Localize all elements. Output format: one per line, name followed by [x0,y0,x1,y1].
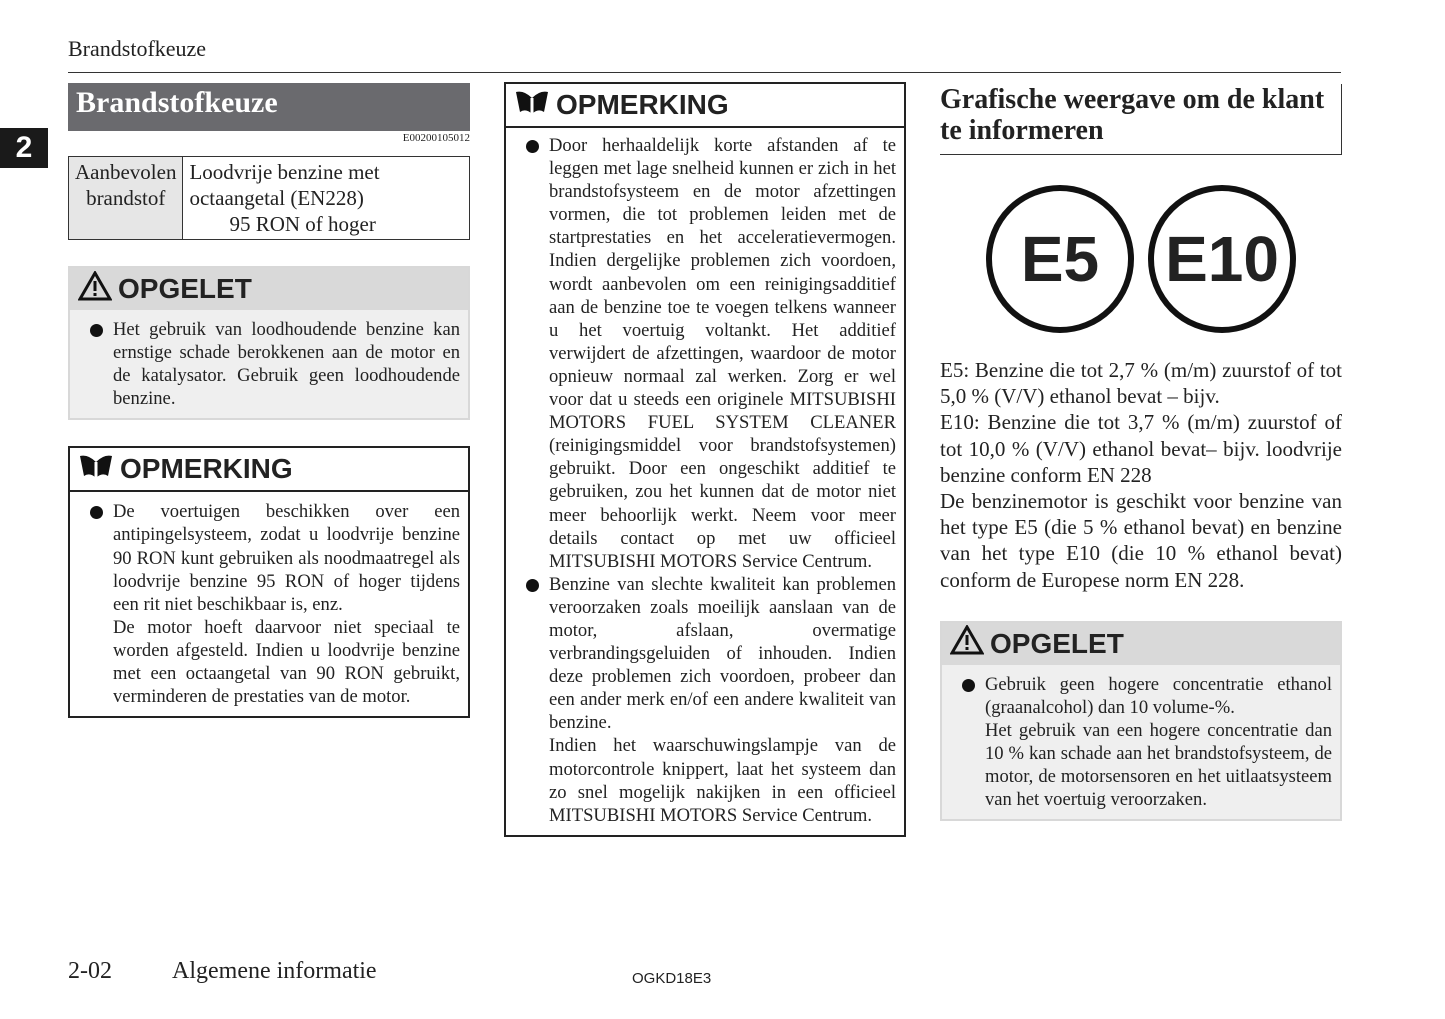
caution-text: Het gebruik van loodhoudende benzine kan ernstige schade berokkenen aan de motor en de katalysator. Gebruik geen loodhoudende benzine. [113,319,460,410]
list-item [526,573,896,735]
column-1 [68,83,470,718]
list-item [526,134,896,573]
note-header [506,84,904,128]
section-code: E00200105012 [402,132,470,144]
note-header [70,448,468,492]
note-continuation: De motor hoeft daarvoor niet speciaal te worden afgesteld. Indien u loodvrije benzine met een octaangetal van 90 RON gebruikt, verminderen de prestaties van de motor. [113,616,460,708]
note-continuation: Indien het waarschuwingslampje van de motorcontrole knippert, laat het systeem dan zo snel mogelijk nakijken in een officieel MITSUBISHI MOTORS Service Centrum. [549,735,896,826]
caution-header [942,623,1340,665]
note-title: OPMERKING [120,453,293,485]
fuel-table-value [183,157,470,240]
bullet-icon [90,324,103,337]
caution-title: OPGELET [990,627,1124,659]
fuel-octane: 95 RON of hoger [229,212,376,236]
body-text [940,357,1342,593]
column-3 [940,80,1342,821]
note-box [68,446,470,718]
fuel-spec: Loodvrije benzine met octaangetal (EN228) [189,160,380,210]
e5-badge-icon: E5 [986,185,1134,333]
bullet-icon [962,679,975,692]
warning-triangle-icon [950,625,984,662]
bullet-icon [526,140,539,153]
caution-box [68,266,470,420]
caution-header [70,268,468,310]
e10-badge-icon: E10 [1148,185,1296,333]
open-book-icon [78,452,114,487]
note-text: De voertuigen beschikken over een antipingelsysteem, zodat u loodvrije benzine 90 RON kunt gebruiken als noodmaatregel als loodvrije benzine 95 RON of hoger tijdens een rit niet beschikbaar is, enz. [113,501,460,615]
section-title: Brandstofkeuze [68,83,470,131]
caution-title: OPGELET [118,273,252,304]
header-rule [68,72,1341,73]
running-header: Brandstofkeuze [68,36,207,61]
chapter-tab: 2 [0,128,48,168]
footer-section: Algemene informatie [172,958,377,984]
bullet-icon [526,579,539,592]
fuel-badges [940,185,1342,333]
note-text: Door herhaaldelijk korte afstanden af te leggen met lage snelheid kunnen er zich in het brandstofsysteem en de motor afzettingen vormen, die tot problemen leiden met de startprestaties en het acceleratievermogen. Indien dergelijke problemen zich voordoen, wordt aanbevolen om een reinigingsadditief aan de benzine toe te voegen telkens wanneer u het voertuig voltankt. Het additief verwijdert de afzettingen, waardoor de motor opnieuw normaal zal werken. Zorg er wel voor dat u steeds een originele MITSUBISHI MOTORS FUEL SYSTEM CLEANER (reinigingsmiddel voor brandstofsystemen) gebruikt. Door een ongeschikt additief te gebruiken, zou het kunnen dat de motor niet meer behoorlijk werkt. Neem voor meer details contact op met uw officieel MITSUBISHI MOTORS Service Centrum. [549,135,896,572]
caution-text: Gebruik geen hogere concentratie ethanol (graanalcohol) dan 10 volume-%. [985,673,1332,718]
document-code: OGKD18E3 [632,970,712,987]
engine-compatibility: De benzinemotor is geschikt voor benzine van het type E5 (die 5 % ethanol bevat) en benzine van het type E10 (die 10 % ethanol bevat) conform de Europese norm EN 228. [940,489,1342,592]
note-title: OPMERKING [556,89,729,120]
list-item [90,318,460,410]
caution-continuation: Het gebruik van een hogere concentratie dan 10 % kan schade aan het brandstofsysteem, de motor, de motorsensoren en het uitlaatsysteem van het voertuig veroorzaken. [985,720,1332,811]
column-2 [504,82,906,837]
fuel-table [68,156,470,240]
page-number: 2-02 [68,958,112,984]
bullet-icon [90,506,103,519]
fuel-table-label: Aanbevolen brandstof [69,157,183,240]
list-item [962,673,1332,719]
list-item [90,500,460,615]
section-heading: Grafische weergave om de klant te informeren [940,84,1342,155]
warning-triangle-icon [78,271,112,308]
caution-box [940,621,1342,822]
e10-description: E10: Benzine die tot 3,7 % (m/m) zuurstof of tot 10,0 % (V/V) ethanol bevat– bijv. loodvrije benzine conform EN 228 [940,410,1342,487]
note-box [504,82,906,837]
note-text: Benzine van slechte kwaliteit kan problemen veroorzaken zoals moeilijk aanslaan van de motor, afslaan, overmatige verbrandingsgeluiden of inhouden. Indien deze problemen zich voordoen, probeer dan een ander merk en/of een andere kwaliteit van benzine. [549,573,896,734]
e5-description: E5: Benzine die tot 2,7 % (m/m) zuurstof of tot 5,0 % (V/V) ethanol bevat – bijv. [940,358,1342,409]
open-book-icon [514,88,550,123]
